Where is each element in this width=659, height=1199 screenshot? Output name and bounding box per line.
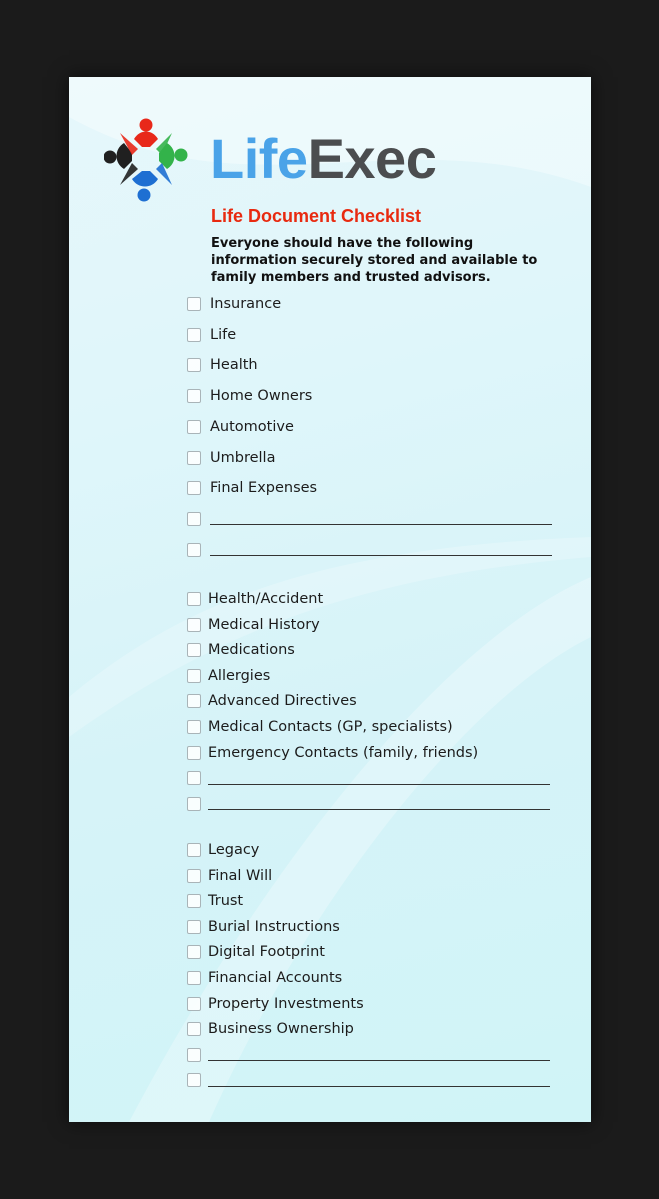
checklist-item[interactable] (187, 415, 294, 439)
checklist-item[interactable] (187, 992, 364, 1016)
checklist-item[interactable] (187, 664, 270, 688)
checkbox[interactable] (187, 1073, 201, 1087)
checklist-item[interactable] (187, 323, 236, 347)
checklist-item-label: Advanced Directives (208, 693, 357, 710)
checkbox[interactable] (187, 997, 201, 1011)
checkbox[interactable] (187, 389, 201, 403)
page-title: Life Document Checklist (211, 206, 422, 226)
checklist-item-label: Property Investments (208, 995, 364, 1012)
checklist-item-label: Umbrella (210, 449, 276, 466)
checkbox[interactable] (187, 746, 201, 760)
checklist-item-label: Medications (208, 642, 295, 659)
checklist-item-label: Burial Instructions (208, 918, 340, 935)
checkbox[interactable] (187, 971, 201, 985)
blank-checklist-item[interactable] (187, 538, 552, 562)
checkbox[interactable] (187, 894, 201, 908)
checklist-item-label: Insurance (210, 296, 282, 312)
brand-part-exec: Exec (307, 127, 437, 190)
checklist-item[interactable] (187, 446, 275, 470)
checklist-item[interactable] (187, 689, 357, 713)
checkbox[interactable] (187, 945, 201, 959)
write-in-line[interactable] (208, 1060, 550, 1061)
checkbox[interactable] (187, 869, 201, 883)
checkbox[interactable] (187, 771, 201, 785)
checkbox[interactable] (187, 297, 201, 311)
checklist-item-label: Business Ownership (208, 1021, 354, 1038)
checklist-item-label: Emergency Contacts (family, friends) (208, 744, 479, 761)
blank-checklist-item[interactable] (187, 766, 550, 790)
checkbox[interactable] (187, 1022, 201, 1036)
checklist-item[interactable] (187, 940, 325, 964)
checklist-item-label: Final Will (208, 867, 273, 884)
checkbox[interactable] (187, 643, 201, 657)
checklist-item[interactable] (187, 864, 272, 888)
checklist-item[interactable] (187, 715, 453, 739)
checkbox[interactable] (187, 481, 201, 495)
checklist-item-label: Legacy (208, 842, 260, 858)
checklist-item-label: Health/Accident (208, 591, 324, 607)
checklist-item[interactable] (187, 889, 243, 913)
checklist-item-label: Home Owners (210, 388, 313, 405)
write-in-line[interactable] (210, 524, 552, 525)
checkbox[interactable] (187, 1048, 201, 1062)
checkbox[interactable] (187, 669, 201, 683)
checkbox[interactable] (187, 543, 201, 557)
checkbox[interactable] (187, 451, 201, 465)
checkbox[interactable] (187, 328, 201, 342)
checklist-item-label: Medical Contacts (GP, specialists) (208, 719, 453, 735)
write-in-line[interactable] (208, 784, 550, 785)
checklist-item[interactable] (187, 476, 317, 500)
checkbox[interactable] (187, 920, 201, 934)
checklist-item[interactable] (187, 292, 281, 316)
checklist-item[interactable] (187, 353, 258, 377)
checklist-item-label: Automotive (210, 418, 294, 435)
checkbox[interactable] (187, 694, 201, 708)
checklist-item[interactable] (187, 741, 478, 765)
checkbox[interactable] (187, 420, 201, 434)
checklist-item[interactable] (187, 384, 312, 408)
checklist-item-label: Allergies (208, 667, 271, 684)
blank-checklist-item[interactable] (187, 1043, 550, 1067)
checkbox[interactable] (187, 618, 201, 632)
write-in-line[interactable] (208, 1086, 550, 1087)
checklist-item-label: Digital Footprint (208, 944, 325, 961)
checklist-item[interactable] (187, 915, 340, 939)
blank-checklist-item[interactable] (187, 1068, 550, 1092)
write-in-line[interactable] (210, 555, 552, 556)
checklist-item[interactable] (187, 1017, 354, 1041)
checkbox[interactable] (187, 512, 201, 526)
blank-checklist-item[interactable] (187, 792, 550, 816)
checkbox[interactable] (187, 592, 201, 606)
checklist-item[interactable] (187, 966, 342, 990)
checklist-card (69, 77, 591, 1122)
checkbox[interactable] (187, 843, 201, 857)
checklist-item-label: Financial Accounts (208, 970, 343, 986)
checkbox[interactable] (187, 720, 201, 734)
intro-text: Everyone should have the following information securely stored and available to family members and trusted advisors. (211, 236, 538, 285)
checklist-item-label: Life (210, 326, 237, 343)
checklist-item-label: Final Expenses (210, 480, 318, 497)
checkbox[interactable] (187, 797, 201, 811)
checklist-item[interactable] (187, 638, 295, 662)
write-in-line[interactable] (208, 809, 550, 810)
brand-wordmark (210, 127, 436, 191)
checkbox[interactable] (187, 358, 201, 372)
checklist-item[interactable] (187, 838, 259, 862)
checklist-item[interactable] (187, 587, 323, 611)
checklist-item[interactable] (187, 613, 320, 637)
checklist-item-label: Trust (208, 893, 244, 910)
people-circle-logo-icon (104, 117, 189, 202)
checklist-item-label: Health (210, 357, 258, 374)
blank-checklist-item[interactable] (187, 507, 552, 531)
checklist-item-label: Medical History (208, 616, 320, 633)
brand-part-life: Life (210, 127, 308, 190)
